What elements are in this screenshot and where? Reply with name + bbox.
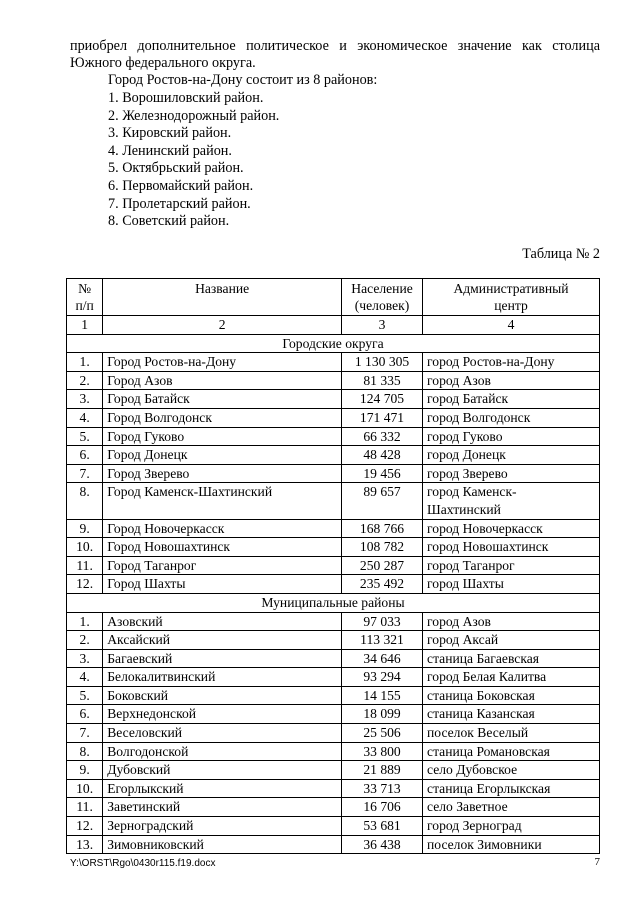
header-name: Название	[103, 279, 342, 316]
row-number: 3.	[67, 390, 103, 409]
row-name: Город Азов	[103, 371, 342, 390]
row-admin-center: город Новошахтинск	[423, 538, 600, 557]
column-index-cell: 4	[423, 316, 600, 335]
row-population: 235 492	[342, 575, 423, 594]
row-population: 1 130 305	[342, 353, 423, 372]
header-admin-center: Административный центр	[423, 279, 600, 316]
section-header-row	[67, 593, 600, 612]
row-admin-center: город Ростов-на-Дону	[423, 353, 600, 372]
footer-file-path: Y:\ORST\Rgo\0430r115.f19.docx	[70, 858, 216, 869]
table-row	[67, 427, 600, 446]
row-admin-center: город Таганрог	[423, 556, 600, 575]
row-name: Город Батайск	[103, 390, 342, 409]
table-row	[67, 761, 600, 780]
district-item: 7. Пролетарский район.	[108, 195, 251, 212]
row-name: Город Шахты	[103, 575, 342, 594]
row-admin-center: город Донецк	[423, 446, 600, 465]
row-name: Город Новошахтинск	[103, 538, 342, 557]
table-row	[67, 631, 600, 650]
row-population: 34 646	[342, 649, 423, 668]
row-name: Азовский	[103, 612, 342, 631]
row-population: 89 657	[342, 483, 423, 519]
row-name: Зимовниковский	[103, 835, 342, 854]
row-name: Город Зверево	[103, 464, 342, 483]
row-number: 2.	[67, 371, 103, 390]
table-row	[67, 538, 600, 557]
row-population: 108 782	[342, 538, 423, 557]
row-population: 18 099	[342, 705, 423, 724]
row-admin-center: город Белая Калитва	[423, 668, 600, 687]
row-admin-center: поселок Веселый	[423, 724, 600, 743]
row-number: 7.	[67, 464, 103, 483]
row-population: 36 438	[342, 835, 423, 854]
table-caption: Таблица № 2	[522, 246, 600, 262]
row-name: Веселовский	[103, 724, 342, 743]
table-row	[67, 464, 600, 483]
column-index-cell: 3	[342, 316, 423, 335]
row-population: 168 766	[342, 519, 423, 538]
row-admin-center: город Новочеркасск	[423, 519, 600, 538]
row-name: Белокалитвинский	[103, 668, 342, 687]
row-number: 4.	[67, 408, 103, 427]
row-admin-center: город Азов	[423, 612, 600, 631]
row-name: Дубовский	[103, 761, 342, 780]
row-name: Город Новочеркасск	[103, 519, 342, 538]
row-number: 2.	[67, 631, 103, 650]
table-row	[67, 371, 600, 390]
row-number: 8.	[67, 483, 103, 519]
row-population: 33 800	[342, 742, 423, 761]
row-admin-center: село Заветное	[423, 798, 600, 817]
row-admin-center: город Волгодонск	[423, 408, 600, 427]
row-admin-center: город Аксай	[423, 631, 600, 650]
row-admin-center: город Каменск- Шахтинский	[423, 483, 600, 519]
table-row	[67, 668, 600, 687]
table-row	[67, 556, 600, 575]
table-row	[67, 519, 600, 538]
table-row	[67, 408, 600, 427]
table-row	[67, 353, 600, 372]
row-number: 9.	[67, 761, 103, 780]
row-name: Боковский	[103, 686, 342, 705]
row-population: 48 428	[342, 446, 423, 465]
column-index-cell: 2	[103, 316, 342, 335]
table-row	[67, 649, 600, 668]
row-number: 3.	[67, 649, 103, 668]
row-number: 1.	[67, 612, 103, 631]
row-name: Город Ростов-на-Дону	[103, 353, 342, 372]
district-item: 2. Железнодорожный район.	[108, 107, 280, 124]
row-number: 8.	[67, 742, 103, 761]
header-population: Население (человек)	[342, 279, 423, 316]
row-number: 5.	[67, 686, 103, 705]
row-population: 53 681	[342, 817, 423, 836]
table-row	[67, 835, 600, 854]
section-title: Муниципальные районы	[67, 593, 600, 612]
column-index-row	[67, 316, 600, 335]
row-number: 12.	[67, 575, 103, 594]
table-row	[67, 390, 600, 409]
row-admin-center: поселок Зимовники	[423, 835, 600, 854]
table-body	[67, 316, 600, 854]
row-name: Город Таганрог	[103, 556, 342, 575]
table-row	[67, 686, 600, 705]
row-number: 10.	[67, 779, 103, 798]
row-name: Волгодонской	[103, 742, 342, 761]
row-population: 171 471	[342, 408, 423, 427]
row-population: 25 506	[342, 724, 423, 743]
row-admin-center: город Зверево	[423, 464, 600, 483]
section-header-row	[67, 334, 600, 353]
row-number: 12.	[67, 817, 103, 836]
district-item: 4. Ленинский район.	[108, 142, 232, 159]
row-admin-center: город Зерноград	[423, 817, 600, 836]
row-number: 7.	[67, 724, 103, 743]
district-item: 3. Кировский район.	[108, 125, 232, 142]
row-number: 11.	[67, 556, 103, 575]
row-number: 6.	[67, 705, 103, 724]
row-admin-center: станица Романовская	[423, 742, 600, 761]
row-number: 11.	[67, 798, 103, 817]
row-population: 250 287	[342, 556, 423, 575]
row-population: 113 321	[342, 631, 423, 650]
row-admin-center: город Гуково	[423, 427, 600, 446]
row-population: 14 155	[342, 686, 423, 705]
district-item: 5. Октябрьский район.	[108, 160, 244, 177]
population-table	[66, 278, 600, 854]
row-number: 10.	[67, 538, 103, 557]
row-admin-center: село Дубовское	[423, 761, 600, 780]
column-index-cell: 1	[67, 316, 103, 335]
row-population: 81 335	[342, 371, 423, 390]
row-number: 13.	[67, 835, 103, 854]
row-admin-center: город Азов	[423, 371, 600, 390]
paragraph-line-1: приобрел дополнительное политическое и экономическое значение как столица	[70, 38, 600, 54]
row-population: 93 294	[342, 668, 423, 687]
paragraph-line-2: Южного федерального округа.	[70, 55, 256, 72]
footer-page-number: 7	[594, 856, 600, 868]
district-item: 1. Ворошиловский район.	[108, 90, 264, 106]
row-number: 4.	[67, 668, 103, 687]
row-name: Зерноградский	[103, 817, 342, 836]
table-header	[67, 279, 600, 316]
row-name: Заветинский	[103, 798, 342, 817]
table-row	[67, 724, 600, 743]
districts-intro: Город Ростов-на-Дону состоит из 8 районов:	[108, 72, 378, 88]
row-name: Город Каменск-Шахтинский	[103, 483, 342, 519]
row-admin-center: станица Егорлыкская	[423, 779, 600, 798]
body-paragraph	[70, 38, 600, 72]
table-row	[67, 575, 600, 594]
row-name: Багаевский	[103, 649, 342, 668]
row-population: 19 456	[342, 464, 423, 483]
district-item: 6. Первомайский район.	[108, 177, 254, 194]
row-number: 6.	[67, 446, 103, 465]
row-number: 1.	[67, 353, 103, 372]
table-row	[67, 446, 600, 465]
row-name: Аксайский	[103, 631, 342, 650]
header-number: № п/п	[67, 279, 103, 316]
row-name: Город Гуково	[103, 427, 342, 446]
row-admin-center: город Батайск	[423, 390, 600, 409]
section-title: Городские округа	[67, 334, 600, 353]
table-row	[67, 483, 600, 519]
table-row	[67, 798, 600, 817]
row-population: 16 706	[342, 798, 423, 817]
row-name: Егорлыкский	[103, 779, 342, 798]
districts-list	[108, 90, 279, 231]
table-row	[67, 705, 600, 724]
row-population: 97 033	[342, 612, 423, 631]
table-row	[67, 742, 600, 761]
district-item: 8. Советский район.	[108, 213, 230, 230]
row-population: 21 889	[342, 761, 423, 780]
row-population: 124 705	[342, 390, 423, 409]
table-row	[67, 779, 600, 798]
table-row	[67, 817, 600, 836]
row-admin-center: станица Боковская	[423, 686, 600, 705]
row-name: Город Донецк	[103, 446, 342, 465]
row-name: Город Волгодонск	[103, 408, 342, 427]
row-population: 66 332	[342, 427, 423, 446]
row-number: 5.	[67, 427, 103, 446]
row-admin-center: станица Казанская	[423, 705, 600, 724]
row-name: Верхнедонской	[103, 705, 342, 724]
row-population: 33 713	[342, 779, 423, 798]
row-admin-center: станица Багаевская	[423, 649, 600, 668]
row-number: 9.	[67, 519, 103, 538]
table-row	[67, 612, 600, 631]
row-admin-center: город Шахты	[423, 575, 600, 594]
